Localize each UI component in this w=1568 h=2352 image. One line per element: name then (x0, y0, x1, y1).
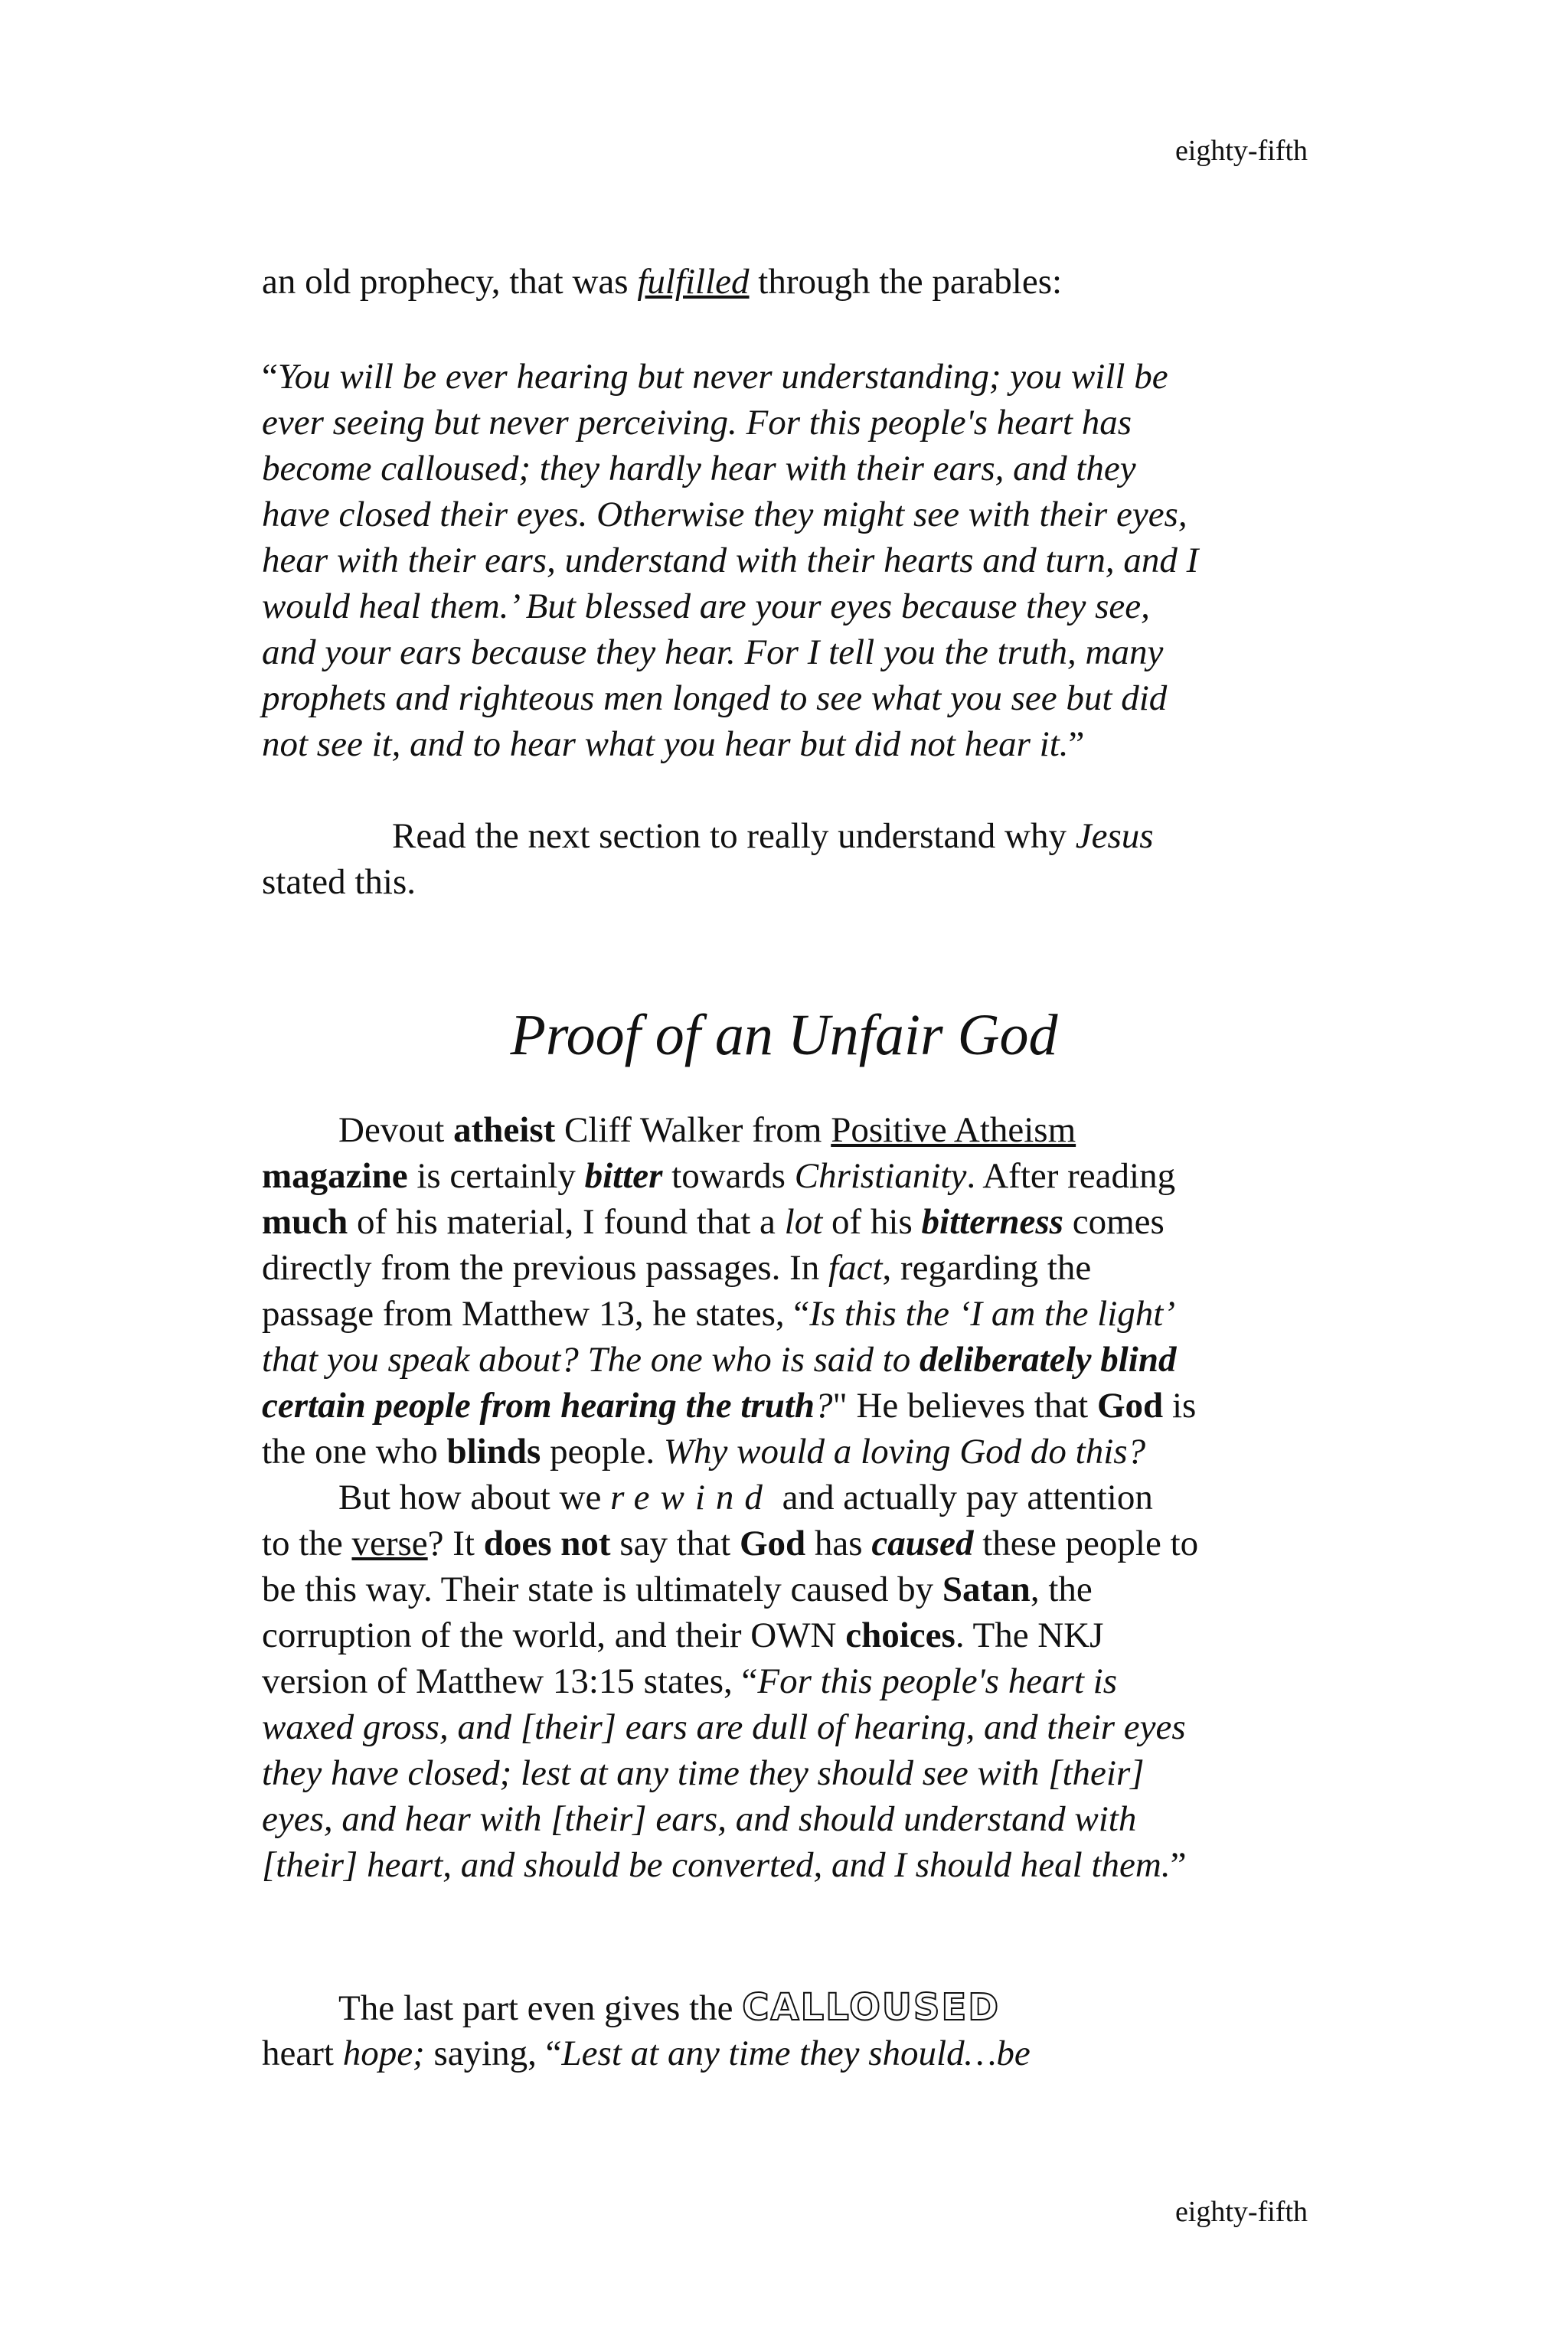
paragraph-line: much of his material, I found that a lot of his bitterness comes (262, 1202, 1165, 1242)
paragraph-line: to the verse? It does not say that God has caused these people to (262, 1524, 1199, 1563)
quote-line: prophets and righteous men longed to see what you see but did (262, 678, 1168, 718)
section-title: Proof of an Unfair God (510, 1003, 1058, 1067)
paragraph-line: certain people from hearing the truth?" He believes that God is (262, 1386, 1197, 1426)
magazine-name: Positive Atheism (831, 1110, 1076, 1150)
read-next-line: stated this. (262, 862, 416, 902)
paragraph-line: heart hope; saying, “Lest at any time they should…be (262, 2034, 1031, 2073)
quote-line: have closed their eyes. Otherwise they might see with their eyes, (262, 495, 1187, 534)
paragraph-line: But how about we rewind and actually pay attention (338, 1478, 1153, 1517)
read-next-line: Read the next section to really understand why Jesus (392, 816, 1154, 856)
outlined-word-calloused: CALLOUSED (742, 1986, 1001, 2029)
quote-line: ever seeing but never perceiving. For this people's heart has (262, 403, 1132, 443)
paragraph-line: Devout atheist Cliff Walker from Positive Atheism (338, 1110, 1076, 1150)
running-footer: eighty-fifth (1174, 2196, 1308, 2228)
paragraph-line: [their] heart, and should be converted, and I should heal them.” (262, 1845, 1187, 1885)
quote-line: not see it, and to hear what you hear but did not hear it.” (262, 724, 1085, 764)
paragraph-line: eyes, and hear with [their] ears, and should understand with (262, 1799, 1137, 1839)
quote-line: hear with their ears, understand with their hearts and turn, and I (262, 541, 1199, 580)
paragraph-line: corruption of the world, and their OWN choices. The NKJ (262, 1615, 1104, 1655)
paragraph-line: they have closed; lest at any time they should see with [their] (262, 1753, 1145, 1793)
paragraph-line: version of Matthew 13:15 states, “For this people's heart is (262, 1661, 1118, 1701)
paragraph-line: directly from the previous passages. In fact, regarding the (262, 1248, 1092, 1288)
quote-line: and your ears because they hear. For I tell you the truth, many (262, 632, 1164, 672)
paragraph-line: be this way. Their state is ultimately caused by Satan, the (262, 1570, 1093, 1609)
running-header: eighty-fifth (1174, 135, 1308, 167)
quote-line: would heal them.’ But blessed are your eyes because they see, (262, 586, 1150, 626)
quote-line: become calloused; they hardly hear with their ears, and they (262, 449, 1136, 488)
emphasis-fulfilled: fulfilled (637, 262, 750, 302)
quote-line: “You will be ever hearing but never understanding; you will be (262, 357, 1168, 397)
intro-line: an old prophecy, that was fulfilled through the parables: (262, 262, 1063, 302)
paragraph-line: the one who blinds people. Why would a loving God do this? (262, 1432, 1146, 1472)
paragraph-line: magazine is certainly bitter towards Christianity. After reading (262, 1156, 1176, 1196)
paragraph-line: waxed gross, and [their] ears are dull of hearing, and their eyes (262, 1707, 1186, 1747)
paragraph-line: that you speak about? The one who is said to deliberately blind (262, 1340, 1177, 1380)
paragraph-line: passage from Matthew 13, he states, “Is this the ‘I am the light’ (262, 1294, 1176, 1334)
spaced-word-rewind: rewind (610, 1478, 773, 1517)
paragraph-line: The last part even gives the CALLOUSED (338, 1986, 1001, 2029)
